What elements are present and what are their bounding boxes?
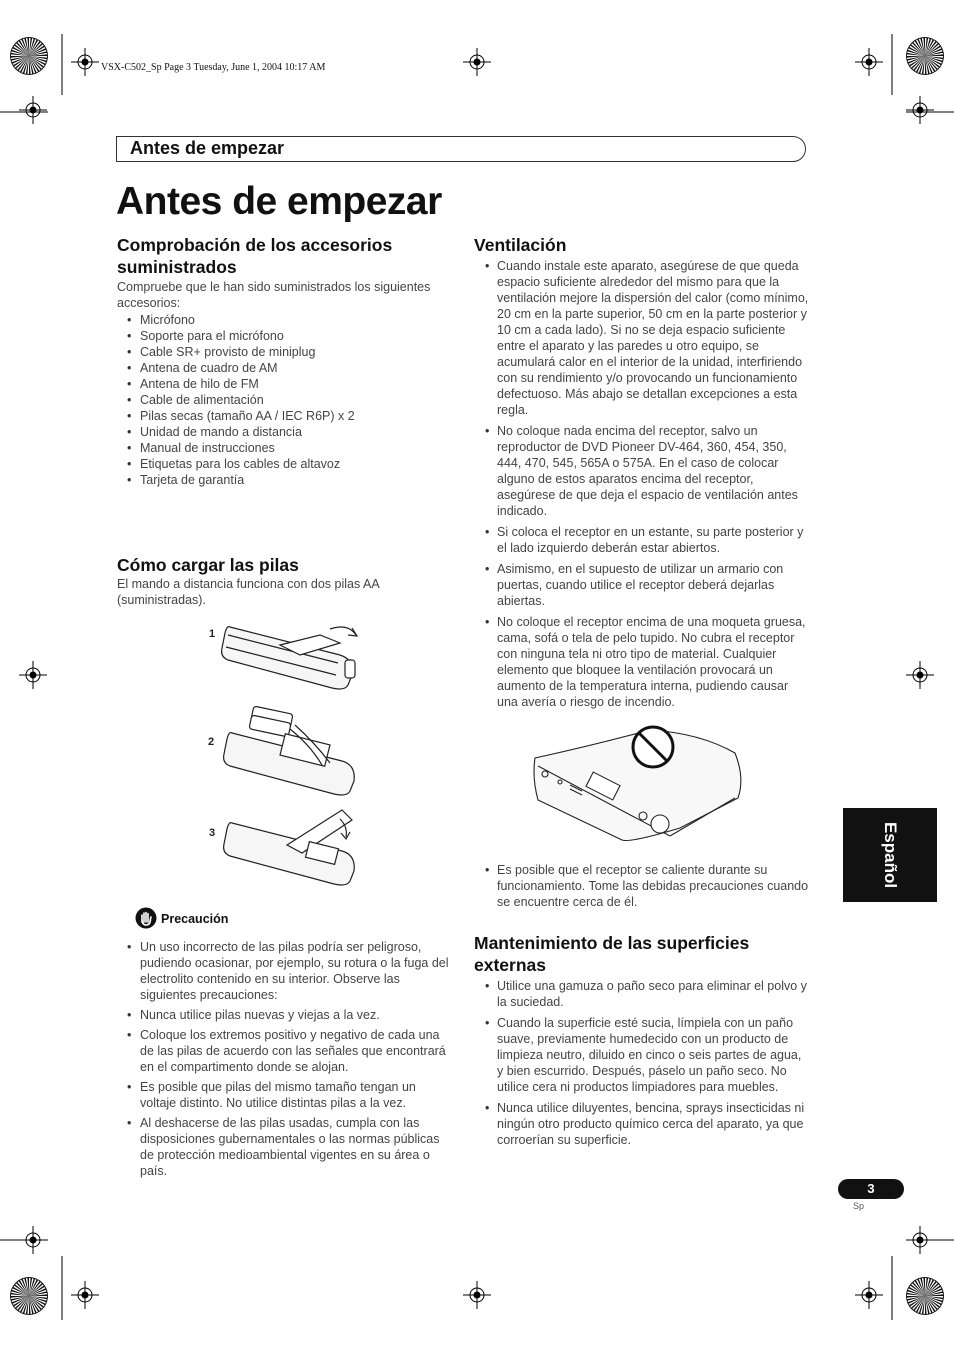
accessory-item: • Manual de instrucciones (117, 440, 457, 456)
accessories-intro: Compruebe que le han sido suministrados los siguientes accesorios: (117, 280, 431, 310)
batteries-heading: Cómo cargar las pilas (117, 555, 299, 575)
accessory-item: • Micrófono (117, 312, 457, 328)
caution-item: • Es posible que pilas del mismo tamaño tengan un voltaje distinto. No utilice distintas pilas a la vez. (117, 1079, 452, 1111)
batteries-intro: El mando a distancia funciona con dos pilas AA (suministradas). (117, 577, 379, 607)
accessory-item: • Antena de hilo de FM (117, 376, 457, 392)
sunburst-registration-icon (906, 1277, 944, 1315)
accessories-heading: Comprobación de los accesorios suministrados (117, 235, 393, 277)
page-suffix: Sp (853, 1201, 865, 1211)
ventilation-item: • No coloque el receptor encima de una moqueta gruesa, cama, sofá o tela de pelo tupido. No cubra el receptor con ninguna tela ni otro tipo de material. Cualquier elemento que bloquee la ventilación provocará un aumento de la temperatura interna, pudiendo causar una avería o riesgo de incendio. (474, 614, 809, 710)
step-number: 2 (208, 736, 215, 748)
accessory-item: • Etiquetas para los cables de altavoz (117, 456, 457, 472)
accessory-item: • Cable de alimentación (117, 392, 457, 408)
remote-open-cover-illustration (220, 615, 365, 695)
accessory-item: • Antena de cuadro de AM (117, 360, 457, 376)
accessories-list (117, 312, 457, 488)
ventilation-item: • Es posible que el receptor se caliente durante su funcionamiento. Tome las debidas precauciones cuando se encuentre cerca de él. (474, 862, 809, 910)
sunburst-registration-icon (906, 37, 944, 75)
maintenance-item: • Nunca utilice diluyentes, bencina, sprays insecticidas ni ningún otro producto químico cerca del aparato, ya que corroerían su superficie. (474, 1100, 809, 1148)
caution-item: • Coloque los extremos positivo y negativo de cada una de las pilas de acuerdo con las señales que encontrará en el compartimento donde se alojan. (117, 1027, 452, 1075)
step-number: 3 (209, 827, 216, 839)
step-number: 1 (209, 628, 216, 640)
accessory-item: • Unidad de mando a distancia (117, 424, 457, 440)
ventilation-after-list (474, 862, 809, 910)
language-side-tab (843, 808, 937, 902)
ventilation-item: • No coloque nada encima del receptor, salvo un reproductor de DVD Pioneer DV-464, 360, 454, 350, 444, 470, 545, 565A o 575A. En el caso de colocar alguno de estos aparatos encima del receptor, asegúrese de que deja el espacio de ventilación antes indicado. (474, 423, 809, 519)
accessory-item: • Soporte para el micrófono (117, 328, 457, 344)
page-title: Antes de empezar (116, 180, 442, 223)
ventilation-item: • Cuando instale este aparato, asegúrese de que queda espacio suficiente alrededor del mismo para que la ventilación mejore la dispersión del calor (como mínimo, 20 cm en la parte superior, 50 cm en la parte posterior y 10 cm a cada lado). Si no se deja espacio suficiente entre el aparato y las paredes u otro equipo, se acumulará calor en el interior de la unidad, interfiriendo con su rendimiento y/o provocando un funcionamiento defectuoso. Más abajo se detallan excepciones a esta regla. (474, 258, 809, 418)
accessories-section (117, 234, 457, 488)
accessory-item: • Pilas secas (tamaño AA / IEC R6P) x 2 (117, 408, 457, 424)
maintenance-item: • Cuando la superficie esté sucia, límpiela con un paño suave, previamente humedecido con un producto de limpieza neutro, diluido en cinco o seis partes de agua, y bien escurrido. Después, páselo un paño seco. No utilice cera ni productos limpiadores para muebles. (474, 1015, 809, 1095)
ventilation-item: • Asimismo, en el supuesto de utilizar un armario con puertas, cuando utilice el receptor deberá dejarlas abiertas. (474, 561, 809, 609)
ventilation-section (474, 234, 809, 710)
print-info-line: VSX-C502_Sp Page 3 Tuesday, June 1, 2004 10:17 AM (101, 62, 326, 73)
page-number: 3 (838, 1179, 904, 1199)
section-header-title: Antes de empezar (130, 138, 285, 158)
accessory-item: • Cable SR+ provisto de miniplug (117, 344, 457, 360)
remote-insert-batteries-illustration (220, 705, 365, 800)
ventilation-heading: Ventilación (474, 235, 567, 255)
caution-item: • Al deshacerse de las pilas usadas, cumpla con las disposiciones gubernamentales o las normas públicas de protección medioambiental vigentes en su área o país. (117, 1115, 452, 1179)
maintenance-section (474, 932, 809, 1148)
caution-section (117, 935, 452, 1179)
caution-hand-icon (135, 907, 157, 929)
caution-label: Precaución (161, 912, 229, 926)
sunburst-registration-icon (10, 1277, 48, 1315)
sunburst-registration-icon (10, 37, 48, 75)
maintenance-list (474, 978, 809, 1148)
ventilation-item: • Si coloca el receptor en un estante, su parte posterior y el lado izquierdo deberán estar abiertos. (474, 524, 809, 556)
ventilation-after-section (474, 857, 809, 910)
caution-list (117, 939, 452, 1179)
covered-receiver-illustration (530, 718, 745, 848)
batteries-section (117, 554, 457, 608)
remote-close-cover-illustration (222, 805, 367, 890)
caution-item: • Nunca utilice pilas nuevas y viejas a la vez. (117, 1007, 452, 1023)
caution-item: • Un uso incorrecto de las pilas podría ser peligroso, pudiendo ocasionar, por ejemplo, su rotura o la fuga del electrolito contenido en su interior. Observe las siguientes precauciones: (117, 939, 452, 1003)
maintenance-heading: Mantenimiento de las superficies externas (474, 933, 750, 975)
accessory-item: • Tarjeta de garantía (117, 472, 457, 488)
ventilation-list (474, 258, 809, 710)
maintenance-item: • Utilice una gamuza o paño seco para eliminar el polvo y la suciedad. (474, 978, 809, 1010)
language-side-tab-label: Español (881, 821, 900, 889)
